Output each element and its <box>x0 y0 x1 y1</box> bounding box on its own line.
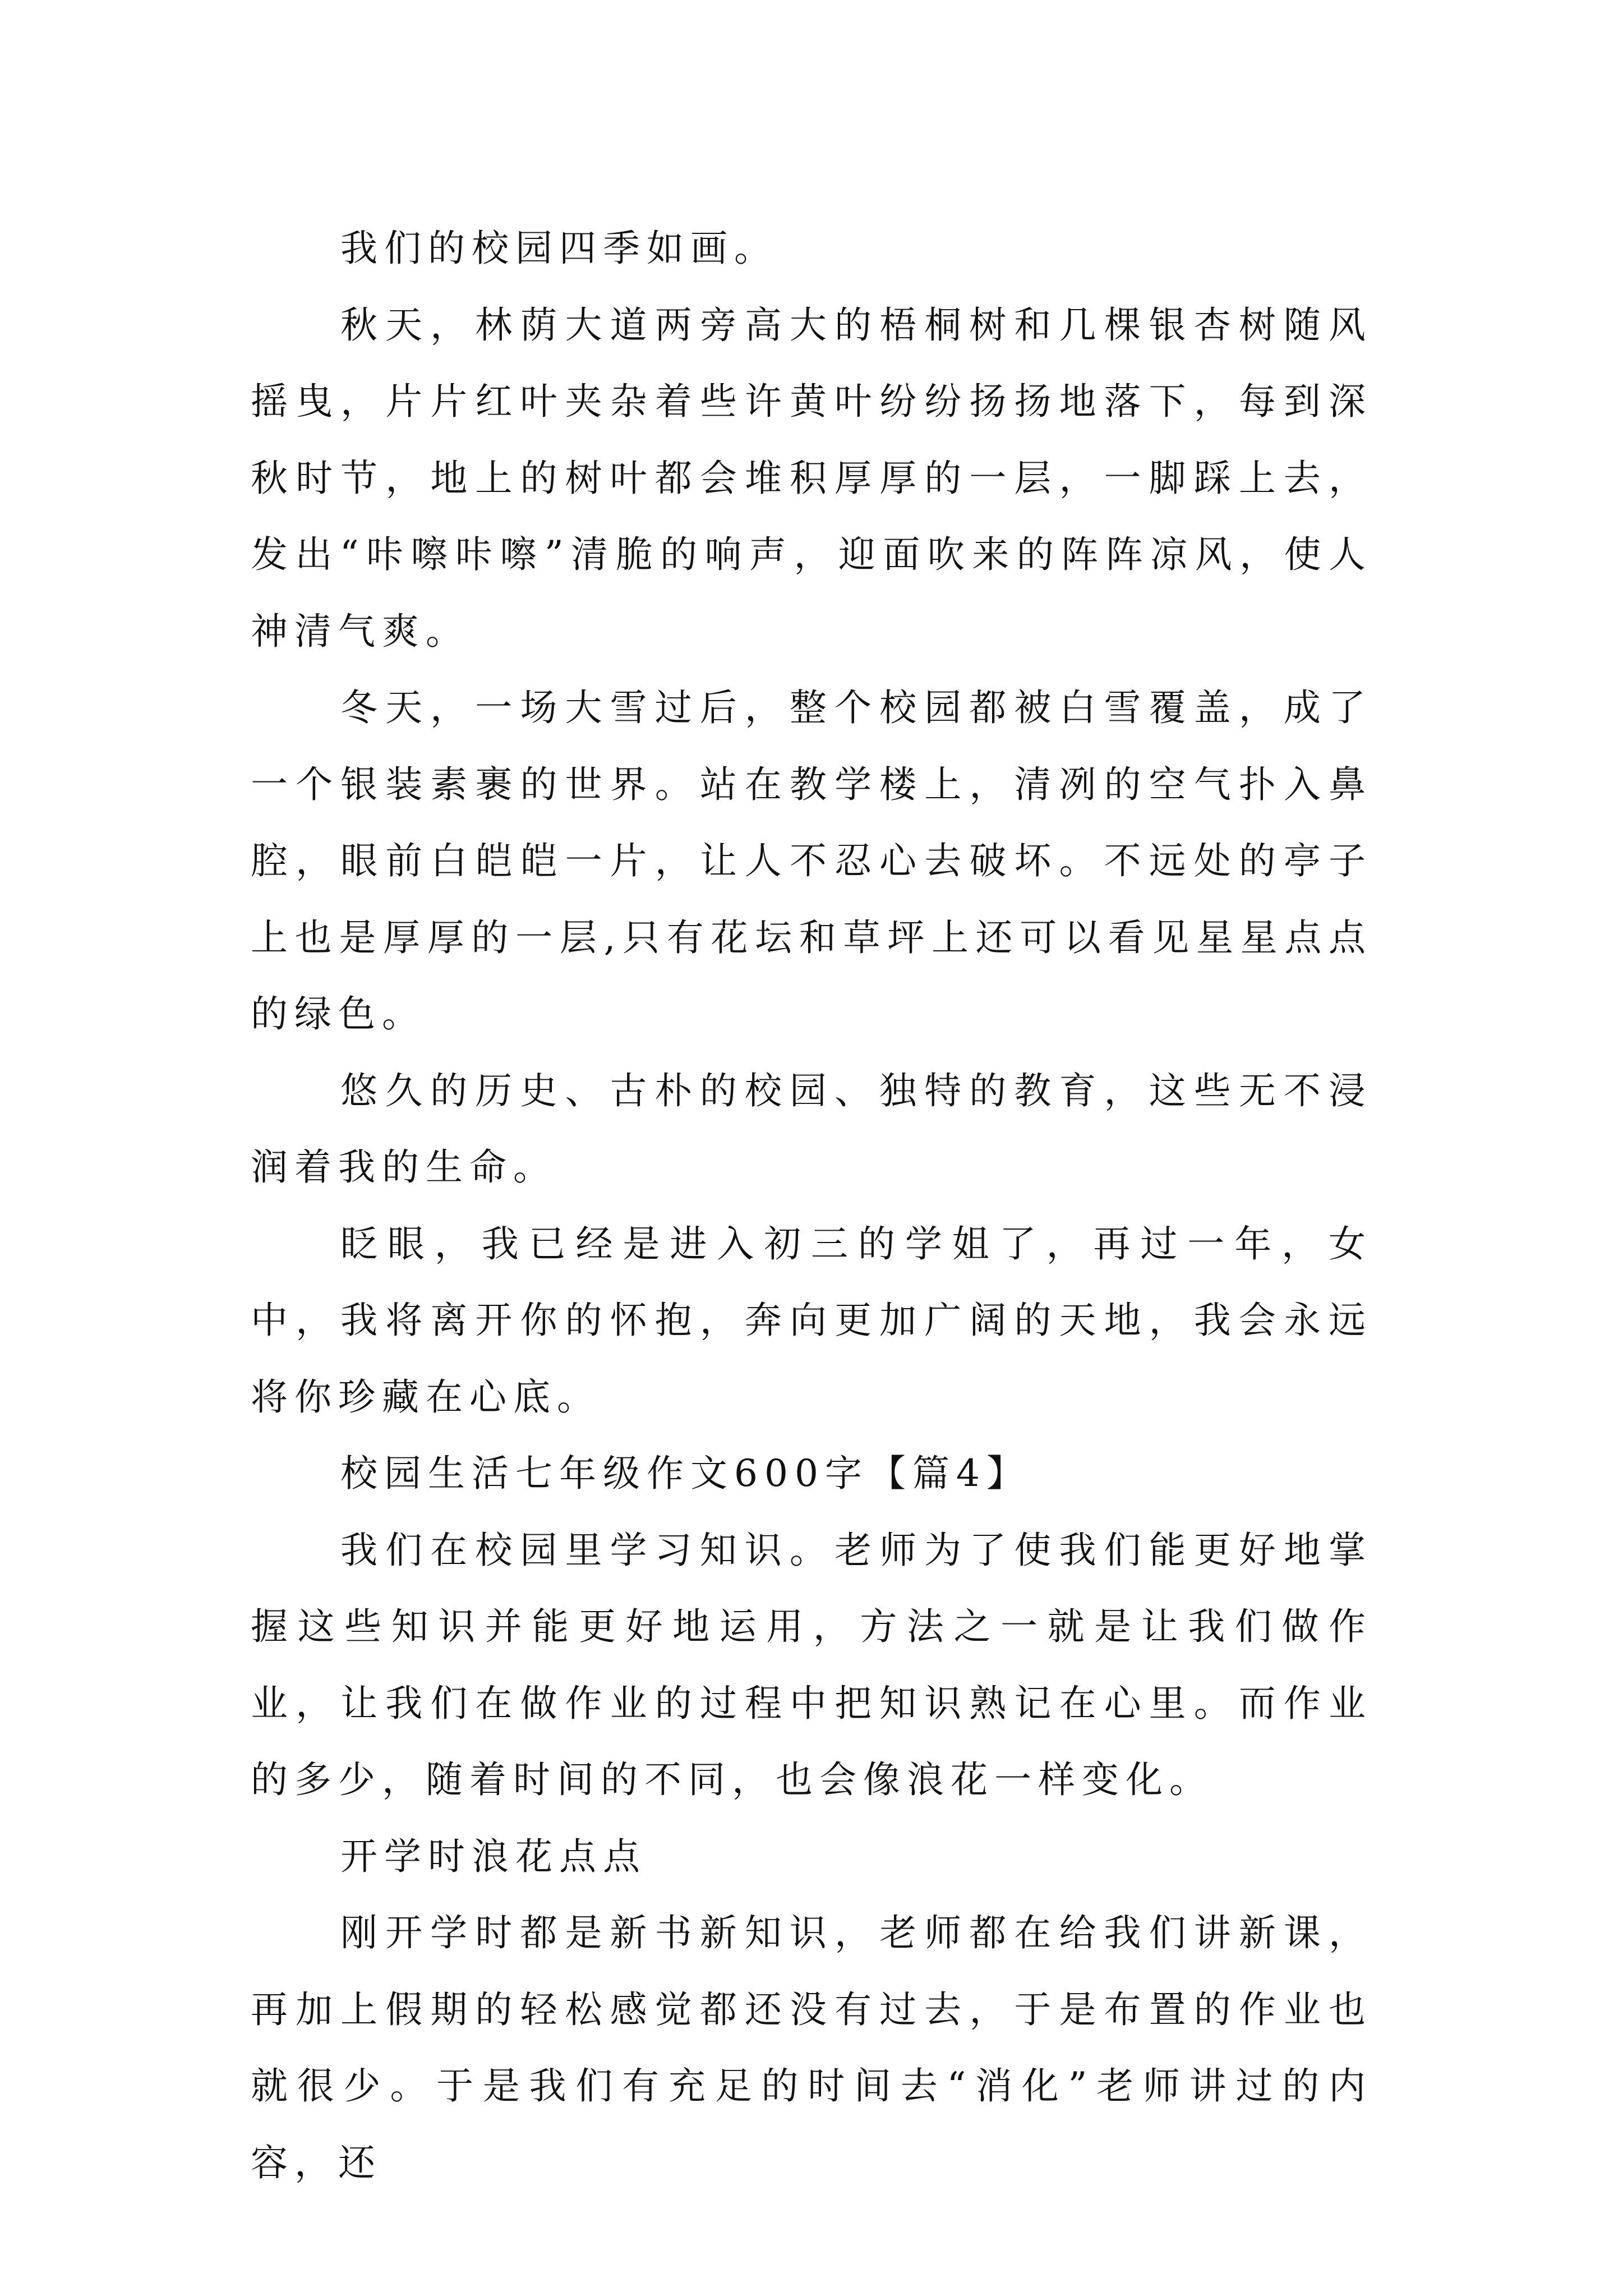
paragraph-history: 悠久的历史、古朴的校园、独特的教育，这些无不浸润着我的生命。 <box>251 1069 1372 1189</box>
subheading-start-of-term: 开学时浪花点点 <box>340 1834 647 1878</box>
paragraph-farewell: 眨眼，我已经是进入初三的学姐了，再过一年，女中，我将离开你的怀抱，奔向更加广阔的天地，我会永远将你珍藏在心底。 <box>251 1222 1372 1419</box>
paragraph-new-term: 刚开学时都是新书新知识，老师都在给我们讲新课，再加上假期的轻松感觉都还没有过去，于是布置的作业也就很少。于是我们有充足的时间去“消化”老师讲过的内容，还 <box>251 1911 1372 2184</box>
document-body <box>251 210 1372 2201</box>
paragraph-autumn: 秋天，林荫大道两旁高大的梧桐树和几棵银杏树随风摇曳，片片红叶夹杂着些许黄叶纷纷扬扬地落下，每到深秋时节，地上的树叶都会堆积厚厚的一层，一脚踩上去，发出“咔嚓咔嚓”清脆的响声，迎面吹来的阵阵凉风，使人神清气爽。 <box>251 303 1372 653</box>
paragraph-homework: 我们在校园里学习知识。老师为了使我们能更好地掌握这些知识并能更好地运用，方法之一就是让我们做作业，让我们在做作业的过程中把知识熟记在心里。而作业的多少，随着时间的不同，也会像浪花一样变化。 <box>251 1528 1372 1801</box>
paragraph-winter: 冬天，一场大雪过后，整个校园都被白雪覆盖，成了一个银装素裹的世界。站在教学楼上，清冽的空气扑入鼻腔，眼前白皑皑一片，让人不忍心去破坏。不远处的亭子上也是厚厚的一层,只有花坛和草坪上还可以看见星星点点的绿色。 <box>251 686 1372 1036</box>
paragraph-intro: 我们的校园四季如画。 <box>340 227 778 270</box>
section-heading: 校园生活七年级作文600字【篇4】 <box>340 1452 1030 1495</box>
